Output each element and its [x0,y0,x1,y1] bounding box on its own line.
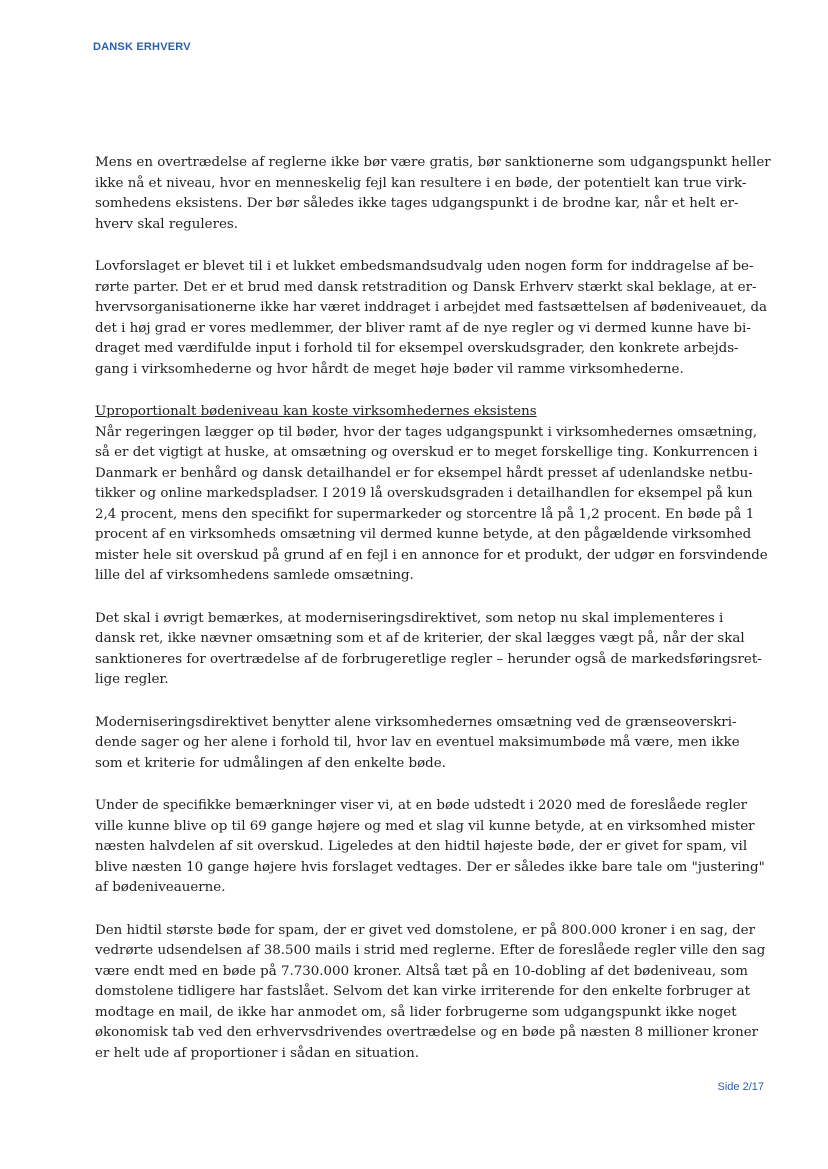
paragraph-line: være endt med en bøde på 7.730.000 kroner. Altså tæt på en 10-dobling af det bødeniveau, som [95,963,748,979]
paragraph-line: det i høj grad er vores medlemmer, der bliver ramt af de nye regler og vi dermed kunne have bi- [95,320,751,336]
paragraph-line: blive næsten 10 gange højere hvis forslaget vedtages. Der er således ikke bare tale om "justering" [95,859,765,875]
paragraph-line: mister hele sit overskud på grund af en fejl i en annonce for et produkt, der udgør en forsvindende [95,547,768,563]
paragraph-line: draget med værdifulde input i forhold til for eksempel overskudsgrader, den konkrete arbejds- [95,341,739,356]
paragraph-line: af bødeniveauerne. [95,880,226,895]
paragraph-line: Moderniseringsdirektivet benytter alene virksomhedernes omsætning ved de grænseoverskri- [95,714,737,730]
paragraph-line: lille del af virksomhedens samlede omsætning. [95,568,414,583]
paragraph-2 [95,257,768,380]
paragraph-line: Det skal i øvrigt bemærkes, at moderniseringsdirektivet, som netop nu skal implementeres i [95,610,724,626]
paragraph-line: Lovforslaget er blevet til i et lukket embedsmandsudvalg uden nogen form for inddragelse af be- [95,259,754,274]
paragraph-line: 2,4 procent, mens den specifikt for supermarkeder og storcentre lå på 1,2 procent. En bøde på 1 [95,506,755,522]
paragraph-line: hvervsorganisationerne ikke har været inddraget i arbejdet med fastsættelsen af bødeniveauet, da [95,300,768,315]
paragraph-line: økonomisk tab ved den erhvervsdrivendes overtrædelse og en bøde på næsten 8 millioner kroner [95,1025,759,1040]
paragraph-line: lige regler. [95,672,169,687]
paragraph-line: modtage en mail, de ikke har anmodet om, så lider forbrugerne som udgangspunkt ikke noget [95,1004,737,1020]
paragraph-line: Når regeringen lægger op til bøder, hvor der tages udgangspunkt i virksomhedernes omsætning, [95,424,758,440]
section-heading: Uproportionalt bødeniveau kan koste virksomhedernes eksistens [95,404,537,419]
paragraph-line: Danmark er benhård og dansk detailhandel er for eksempel hårdt presset af udenlandske netbu- [95,465,753,481]
page-number: Side 2/17 [717,1081,764,1093]
paragraph-line: er helt ude af proportioner i sådan en situation. [95,1045,420,1061]
paragraph-line: ikke nå et niveau, hvor en menneskelig fejl kan resultere i en bøde, der potentielt kan true virk- [95,175,747,191]
paragraph-line: næsten halvdelen af sit overskud. Ligeledes at den hidtil højeste bøde, der er givet for spam, vil [95,839,748,854]
header-brand: DANSK ERHVERV [93,41,191,53]
paragraph-4 [95,609,762,691]
paragraph-line: tikker og online markedspladser. I 2019 lå overskudsgraden i detailhandlen for eksempel på kun [95,486,753,501]
paragraph-line: procent af en virksomheds omsætning vil dermed kunne betyde, at den pågældende virksomhed [95,527,752,542]
document-body [95,153,771,1086]
paragraph-line: hverv skal reguleres. [95,216,239,232]
paragraph-line: så er det vigtigt at huske, at omsætning og overskud er to meget forskellige ting. Konkurrencen i [95,445,758,460]
paragraph-line: Under de specifikke bemærkninger viser vi, at en bøde udstedt i 2020 med de foreslåede regler [95,798,748,813]
paragraph-line: Den hidtil største bøde for spam, der er givet ved domstolene, er på 800.000 kroner i en sag, der [95,922,756,938]
paragraph-line: dansk ret, ikke nævner omsætning som et af de kriterier, der skal lægges vægt på, når der skal [95,631,745,646]
paragraph-line: Mens en overtrædelse af reglerne ikke bør være gratis, bør sanktionerne som udgangspunkt heller [95,155,771,170]
paragraph-line: gang i virksomhederne og hvor hårdt de meget høje bøder vil ramme virksomhederne. [95,361,684,377]
paragraph-line: som et kriterie for udmålingen af den enkelte bøde. [95,755,446,771]
paragraph-line: somhedens eksistens. Der bør således ikke tages udgangspunkt i de brodne kar, når et helt er- [95,196,739,211]
paragraph-line: rørte parter. Det er et brud med dansk retstradition og Dansk Erhverv stærkt skal beklage, at er- [95,279,757,295]
paragraph-line: vedrørte udsendelsen af 38.500 mails i strid med reglerne. Efter de foreslåede regler ville den sag [95,943,766,958]
paragraph-line: sanktioneres for overtrædelse af de forbrugeretlige regler – herunder også de markedsføringsret- [95,651,762,667]
paragraph-7 [95,921,766,1065]
paragraph-1 [95,153,771,235]
paragraph-3 [95,402,768,587]
paragraph-5 [95,713,740,775]
paragraph-6 [95,796,765,899]
paragraph-line: domstolene tidligere har fastslået. Selvom det kan virke irriterende for den enkelte forbruger at [95,984,750,999]
paragraph-line: ville kunne blive op til 69 gange højere og med et slag vil kunne betyde, at en virksomhed mister [95,818,755,834]
paragraph-line: dende sager og her alene i forhold til, hvor lav en eventuel maksimumbøde må være, men ikke [95,735,740,750]
